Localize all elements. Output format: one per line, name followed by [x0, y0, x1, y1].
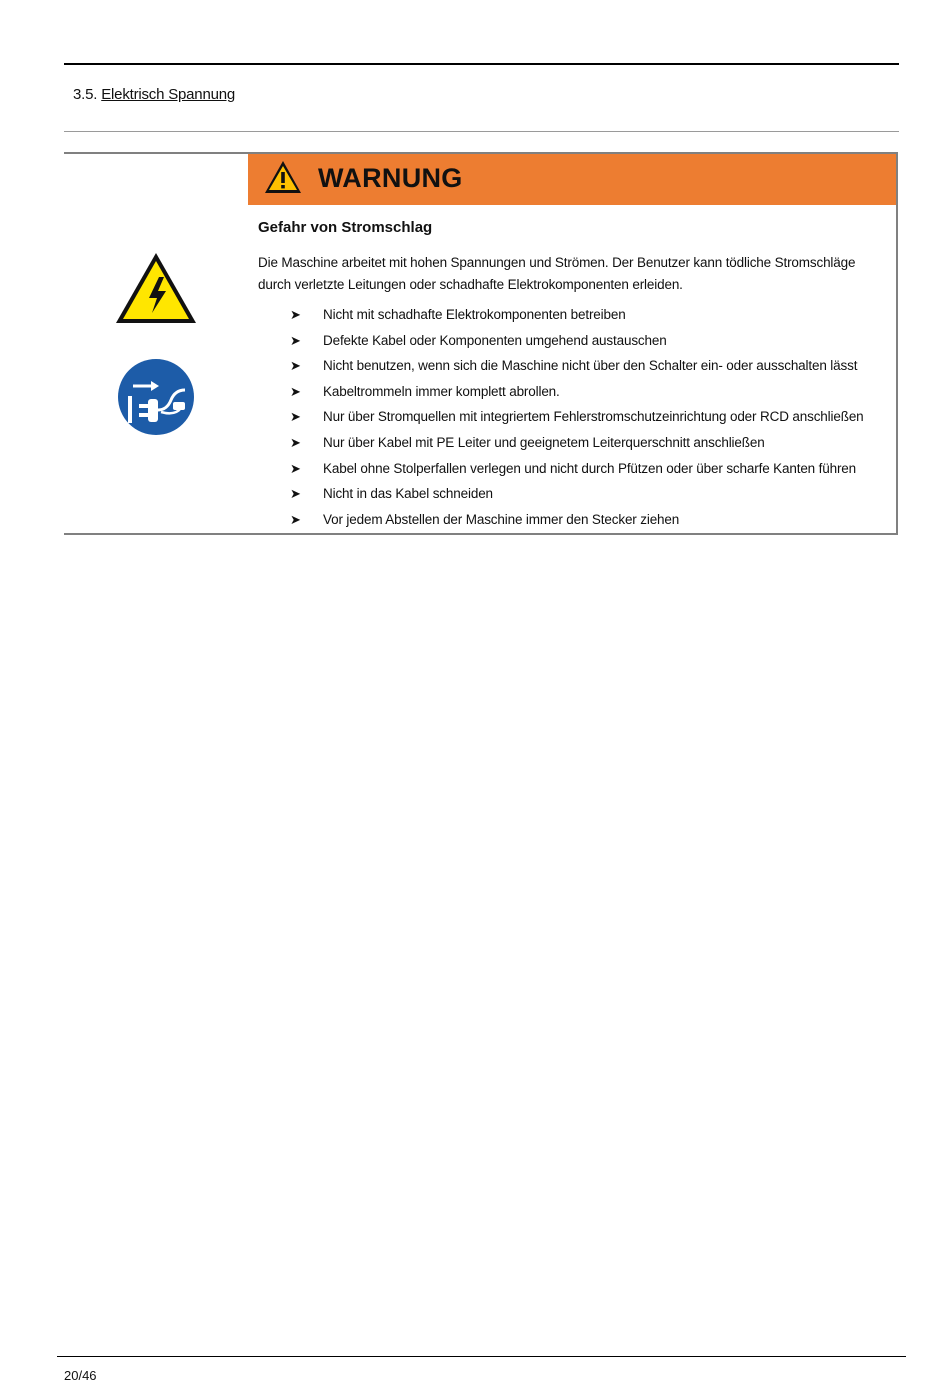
header-rule	[64, 63, 899, 65]
section-divider	[64, 131, 899, 132]
footer-rule	[57, 1356, 906, 1357]
arrow-bullet-icon: ➤	[290, 307, 301, 322]
list-item-text: Defekte Kabel oder Komponenten umgehend austauschen	[323, 332, 667, 348]
list-item-text: Nicht mit schadhafte Elektrokomponenten betreiben	[323, 307, 626, 322]
list-item-text: Kabeltrommeln immer komplett abrollen.	[323, 383, 560, 399]
list-item-text: Nur über Kabel mit PE Leiter und geeignetem Leiterquerschnitt anschließen	[323, 434, 765, 450]
hazard-description: Die Maschine arbeitet mit hohen Spannungen und Strömen. Der Benutzer kann tödliche Stromschläge durch verletzte Leitungen oder schadhafte Elektrokomponenten erleiden.	[258, 255, 856, 292]
page-number: 20/46	[64, 1368, 97, 1383]
arrow-bullet-icon: ➤	[290, 332, 301, 348]
warning-box	[64, 152, 898, 535]
list-item-text: Kabel ohne Stolperfallen verlegen und nicht durch Pfützen oder über scharfe Kanten führen	[323, 460, 857, 476]
high-voltage-warning-icon	[113, 250, 199, 326]
section-title: Elektrisch Spannung	[101, 86, 236, 103]
section-heading	[73, 85, 235, 105]
hazard-title: Gefahr von Stromschlag	[258, 219, 433, 236]
signal-word: WARNUNG	[318, 163, 463, 193]
disconnect-plug-mandatory-icon	[115, 356, 197, 438]
arrow-bullet-icon: ➤	[290, 460, 301, 476]
section-number: 3.5.	[73, 86, 98, 103]
list-item-text: Nur über Stromquellen mit integriertem Fehlerstromschutzeinrichtung oder RCD anschließen	[323, 409, 864, 425]
arrow-bullet-icon: ➤	[290, 511, 301, 527]
warning-triangle-icon	[263, 159, 303, 195]
safety-icons-column	[64, 154, 248, 533]
warning-content	[248, 154, 896, 533]
arrow-bullet-icon: ➤	[290, 486, 301, 502]
list-item-text: Nicht in das Kabel schneiden	[323, 486, 493, 502]
arrow-bullet-icon: ➤	[290, 383, 301, 399]
arrow-bullet-icon: ➤	[290, 358, 301, 374]
list-item-text: Vor jedem Abstellen der Maschine immer den Stecker ziehen	[323, 511, 680, 527]
list-item-text: Nicht benutzen, wenn sich die Maschine nicht über den Schalter ein- oder ausschalten lässt	[323, 358, 858, 374]
signal-bar	[248, 154, 896, 205]
arrow-bullet-icon: ➤	[290, 434, 301, 450]
arrow-bullet-icon: ➤	[290, 409, 301, 425]
